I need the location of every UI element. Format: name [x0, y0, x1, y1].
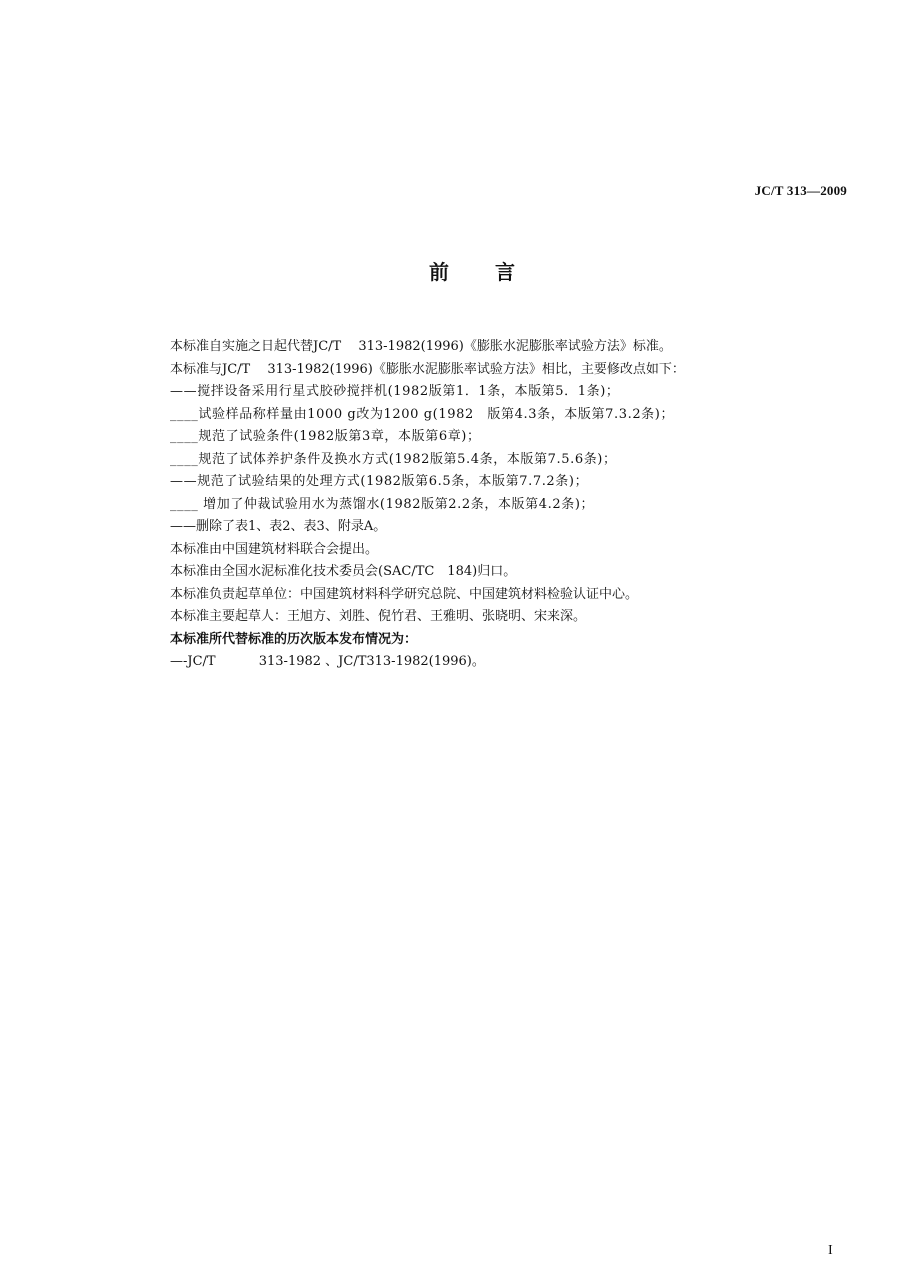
change-item-sample-weight: ____试验样品称样量由1000 g改为1200 g(1982 版第4.3条，本版第7.3.2条)； [170, 406, 675, 422]
preface-line-drafters: 本标准主要起草人：王旭方、刘胜、倪竹君、王雅明、张晓明、宋来深。 [170, 609, 587, 624]
preface-line-comparison: 本标准与JC/T 313-1982(1996)《膨胀水泥膨胀率试验方法》相比，主要修改点如下： [170, 361, 685, 377]
change-item-deleted-tables: ——删除了表1、表2、表3、附录A。 [170, 519, 387, 534]
preface-line-drafting-units: 本标准负责起草单位：中国建筑材料科学研究总院、中国建筑材料检验认证中心。 [170, 586, 639, 602]
document-code: JC/T 313—2009 [754, 183, 847, 198]
change-item-result-processing: ——规范了试验结果的处理方式(1982版第6.5条，本版第7.7.2条)； [170, 474, 589, 489]
change-item-test-conditions: ____规范了试验条件(1982版第3章，本版第6章)； [170, 429, 481, 444]
change-item-curing: ____规范了试体养护条件及换水方式(1982版第5.4条，本版第7.5.6条)； [170, 451, 617, 467]
change-item-arbitration-water: ____ 增加了仲裁试验用水为蒸馏水(1982版第2.2条，本版第4.2条)； [170, 496, 595, 512]
page-title: 前言 [429, 260, 561, 284]
preface-line-committee: 本标准由全国水泥标准化技术委员会(SAC/TC 184)归口。 [170, 564, 517, 579]
page-number: I [828, 1243, 833, 1258]
preface-line-replaces: 本标准自实施之日起代替JC/T 313-1982(1996)《膨胀水泥膨胀率试验方法》标准。 [170, 339, 672, 354]
preface-line-history-heading: 本标准所代替标准的历次版本发布情况为： [170, 631, 418, 647]
preface-line-proposer: 本标准由中国建筑材料联合会提出。 [170, 541, 379, 557]
preface-line-history-versions: —-JC/T 313-1982 、JC/T313-1982(1996)。 [170, 654, 485, 669]
preface-body [170, 338, 850, 676]
change-item-mixer: ——搅拌设备采用行星式胶砂搅拌机(1982版第1．1条，本版第5．1条)； [170, 384, 620, 399]
